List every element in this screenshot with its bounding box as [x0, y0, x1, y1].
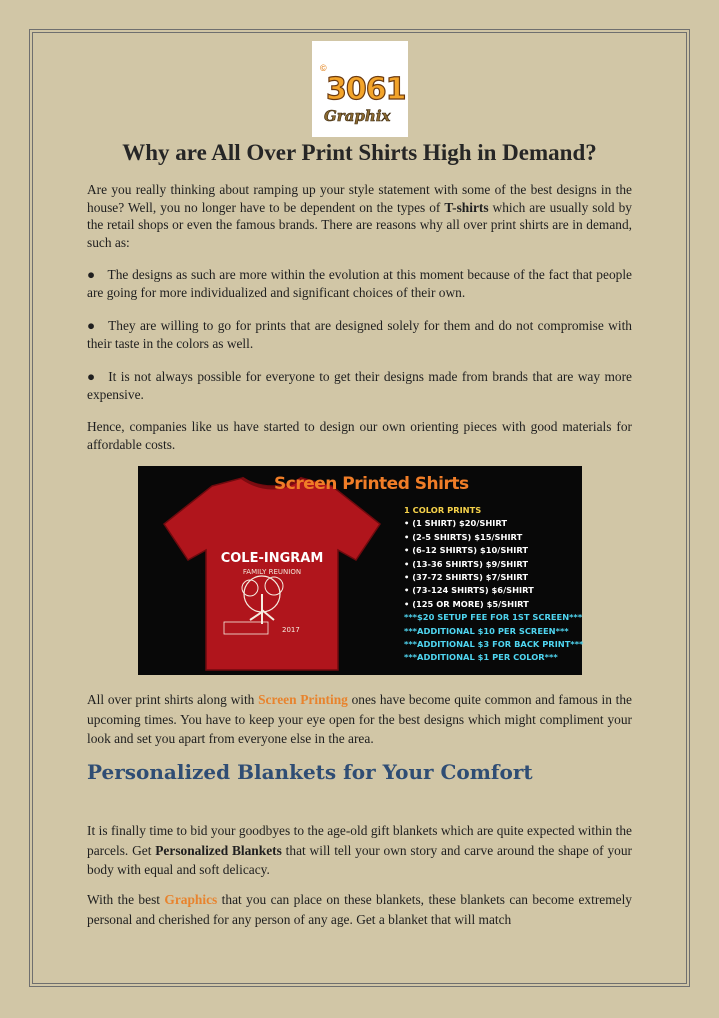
price-row: • (73-124 SHIRTS) $6/SHIRT [404, 585, 534, 596]
screen-para-text-end: ones have become quite common and famous in the upcoming times. You have to keep your eye open for the best designs which might compliment your look and set you apart from everyone else in the area. [87, 692, 632, 746]
banner-title: Screen Printed Shirts [274, 474, 469, 494]
price-row: • (1 SHIRT) $20/SHIRT [404, 518, 508, 529]
logo-text-top: 3061 [326, 72, 406, 107]
price-note: ***ADDITIONAL $10 PER SCREEN*** [404, 625, 569, 636]
graphics-link[interactable]: Graphics [164, 892, 218, 907]
bullet-text: The designs as such are more within the evolution at this moment because of the fact that people are going for more individualized and significant choices of their own. [87, 267, 632, 300]
blanket-para-text: It is finally time to bid your goodbyes to the age-old gift blankets which are quite expected within the parcels. Get [87, 823, 632, 858]
blankets-paragraph [87, 821, 632, 880]
bullet-text: It is not always possible for everyone to get their designs made from brands that are way more expensive. [87, 369, 633, 402]
bullet-icon: ● [87, 267, 96, 282]
shirt-print-subtitle: FAMILY REUNION [242, 568, 302, 576]
screen-printing-paragraph [87, 690, 632, 749]
intro-paragraph [87, 181, 632, 251]
price-note: ***ADDITIONAL $3 FOR BACK PRINT*** [404, 639, 584, 650]
price-row: • (125 OR MORE) $5/SHIRT [404, 598, 529, 609]
intro-text-end: which are usually sold by the retail shops or even the famous brands. There are reasons why all over print shirts are in demand, such as: [87, 199, 633, 250]
bullet-item [87, 266, 632, 301]
red-tshirt-image [142, 474, 404, 674]
graphics-paragraph [87, 890, 632, 929]
graphics-para-text: With the best [87, 892, 165, 907]
page-title: Why are All Over Print Shirts High in Demand? [122, 140, 597, 165]
screen-printed-shirts-banner [138, 466, 582, 675]
price-row: • (6-12 SHIRTS) $10/SHIRT [404, 545, 529, 556]
graphics-para-text-end: that you can place on these blankets, these blankets can become extremely personal and cherished for any person of any age. Get a blanket that will match [87, 892, 632, 927]
svg-text:©: © [320, 63, 327, 73]
logo-text-bottom: Graphix [324, 107, 391, 125]
price-note: ***ADDITIONAL $1 PER COLOR*** [404, 652, 558, 663]
logo-graphic [312, 41, 408, 137]
blanket-para-text-end: that will tell your own story and carve around the shape of your body with equal and soft delicacy. [87, 842, 632, 877]
shirt-print-title: COLE-INGRAM [220, 551, 324, 566]
hence-paragraph: Hence, companies like us have started to design our own orienting pieces with good materials for affordable costs. [87, 419, 632, 452]
blankets-heading: Personalized Blankets for Your Comfort [87, 760, 533, 784]
price-row: • (13-36 SHIRTS) $9/SHIRT [404, 558, 529, 569]
shirt-print-year: 2017 [282, 626, 300, 634]
price-list-heading: 1 COLOR PRINTS [404, 505, 482, 515]
intro-text: Are you really thinking about ramping up your style statement with some of the best designs in the house? Well, you no longer have to be dependent on the types of [87, 182, 632, 215]
bullet-item [87, 368, 632, 403]
bullet-icon: ● [87, 369, 97, 384]
price-row: • (37-72 SHIRTS) $7/SHIRT [404, 572, 529, 583]
bullet-item [87, 317, 632, 352]
personalized-blankets-term: Personalized Blankets [155, 842, 282, 858]
price-list [404, 504, 582, 665]
tshirts-term: T-shirts [444, 199, 489, 215]
bullet-icon: ● [87, 318, 97, 333]
screen-para-text: All over print shirts along with [87, 692, 259, 707]
price-note: ***$20 SETUP FEE FOR 1ST SCREEN*** [404, 612, 583, 623]
price-row: • (2-5 SHIRTS) $15/SHIRT [404, 531, 523, 542]
company-logo [312, 41, 408, 137]
bullet-text: They are willing to go for prints that are designed solely for them and do not compromise with their taste in the colors as well. [87, 318, 632, 351]
screen-printing-link[interactable]: Screen Printing [258, 692, 348, 707]
